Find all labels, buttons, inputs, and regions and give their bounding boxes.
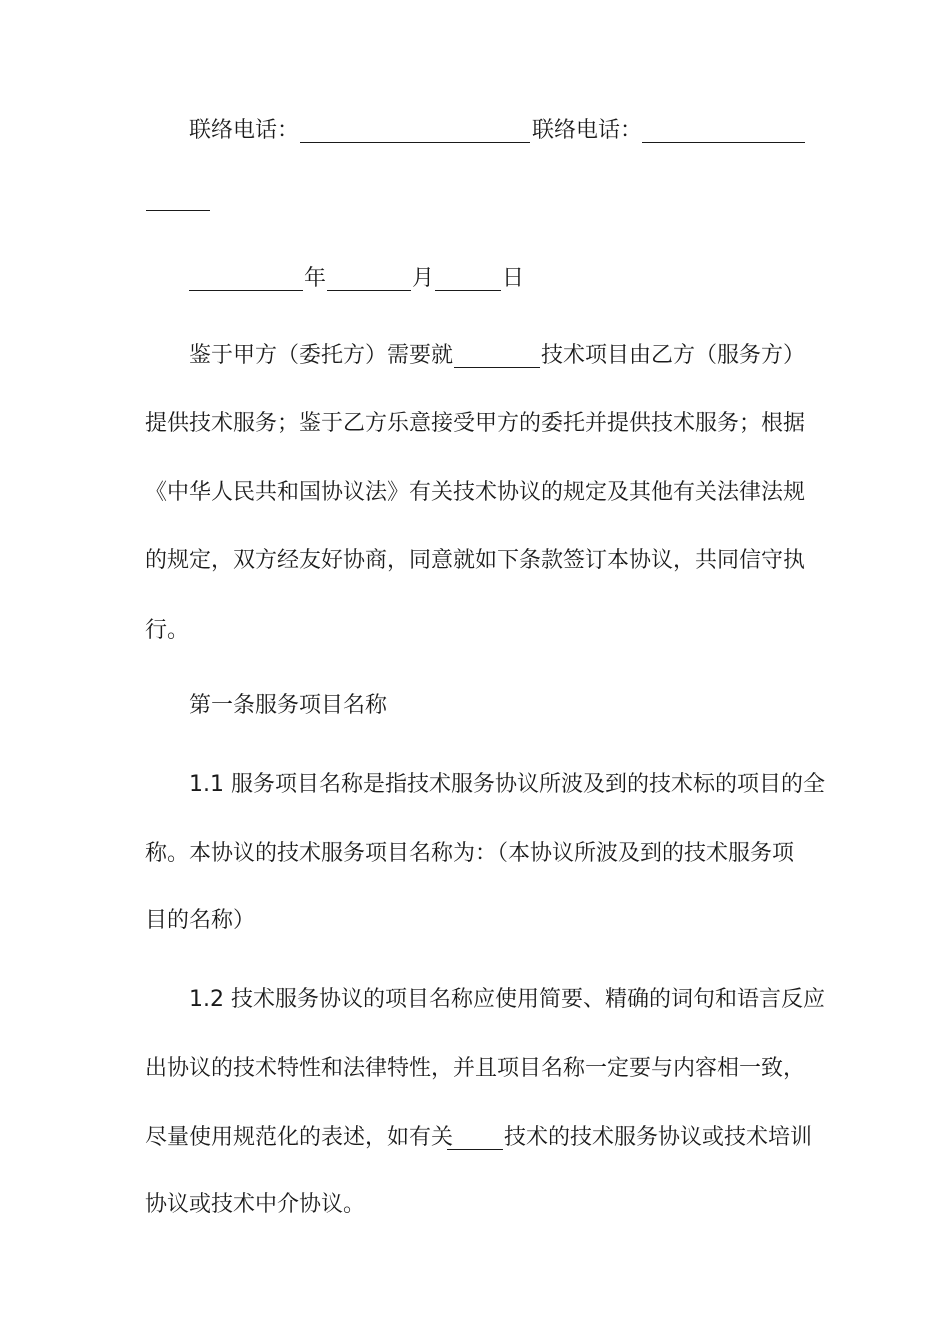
clause-1-2-text-1: 1.2 技术服务协议的项目名称应使用简要、精确的词句和语言反应 (189, 987, 825, 1012)
clause-1-1-text-2: 称。本协议的技术服务项目名称为：（本协议所波及到的技术服务项 (145, 841, 795, 866)
project-blank (454, 367, 540, 368)
preamble-text-5: 行。 (145, 618, 190, 643)
month-blank (327, 290, 411, 291)
clause-1-2-text-3a: 尽量使用规范化的表述，如有关 (145, 1125, 454, 1150)
preamble-text-1b: 技术项目由乙方（服务方） (541, 343, 806, 368)
contact-label-party-b: 联络电话： (532, 118, 643, 143)
clause-1-2-text-3b: 技术的技术服务协议或技术培训 (504, 1125, 813, 1150)
month-label: 月 (412, 266, 435, 291)
contact-blank-party-b (642, 142, 805, 143)
contact-label-party-a: 联络电话： (189, 118, 300, 143)
preamble-text-4: 的规定，双方经友好协商，同意就如下条款签订本协议，共同信守执 (145, 548, 806, 573)
clause-1-1-text-1: 1.1 服务项目名称是指技术服务协议所波及到的技术标的项目的全 (189, 772, 825, 797)
preamble-text-3: 《中华人民共和国协议法》有关技术协议的规定及其他有关法律法规 (145, 480, 806, 505)
article-1-title: 第一条服务项目名称 (189, 693, 388, 718)
year-label: 年 (304, 266, 327, 291)
day-blank (435, 290, 501, 291)
clause-1-2-text-2: 出协议的技术特性和法律特性，并且项目名称一定要与内容相一致， (145, 1056, 806, 1081)
preamble-text-1a: 鉴于甲方（委托方）需要就 (189, 343, 454, 368)
contact-blank-continued (146, 210, 210, 211)
year-blank (189, 290, 303, 291)
clause-1-1-text-3: 目的名称） (145, 908, 256, 933)
technology-blank (447, 1149, 503, 1150)
clause-1-2-text-4: 协议或技术中介协议。 (145, 1192, 366, 1217)
preamble-text-2: 提供技术服务；鉴于乙方乐意接受甲方的委托并提供技术服务；根据 (145, 411, 806, 436)
day-label: 日 (502, 266, 525, 291)
contact-blank-party-a (300, 142, 530, 143)
